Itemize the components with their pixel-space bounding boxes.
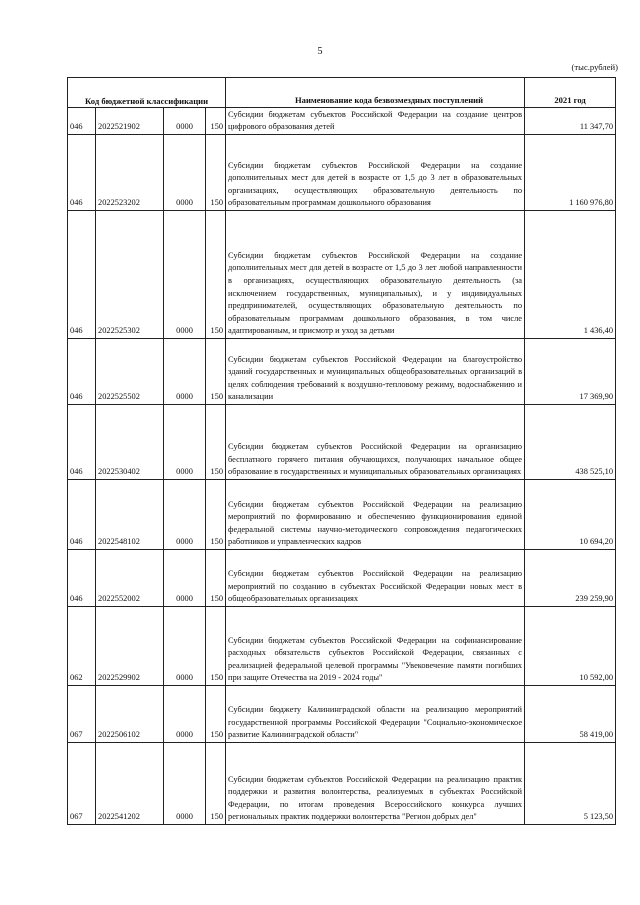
budget-code-cell: 2022529902 bbox=[96, 607, 164, 686]
description-cell: Субсидии бюджетам субъектов Российской Федерации на создание дополнительных мест для детей в возрасте от 1,5 до 3 лет любой направленности в организациях, осуществляющих образовательную деятельность (за исключением государственных, муниципальных), и у индивидуальных предпринимателей, осуществляющих образовательную деятельность по образовательным программам дошкольного образования, в том числе адаптированным, и присмотр и уход за детьми bbox=[226, 211, 525, 339]
description-cell: Субсидии бюджетам субъектов Российской Федерации на софинансирование расходных обязательств субъектов Российской Федерации, связанных с реализацией федеральной целевой программы "Увековечение памяти погибших при защите Отечества на 2019 - 2024 годы" bbox=[226, 607, 525, 686]
budget-code-cell: 2022541202 bbox=[96, 743, 164, 825]
table-row bbox=[68, 480, 616, 550]
amount-cell: 10 592,00 bbox=[525, 607, 616, 686]
admin-code-cell: 067 bbox=[68, 686, 96, 743]
description-cell: Субсидии бюджетам субъектов Российской Федерации на создание дополнительных мест для детей в возрасте от 1,5 до 3 лет в образовательных организациях, осуществляющих образовательную деятельность по образовательным программам дошкольного образования bbox=[226, 135, 525, 211]
econ-code-cell: 150 bbox=[206, 607, 226, 686]
amount-cell: 5 123,50 bbox=[525, 743, 616, 825]
econ-code-cell: 150 bbox=[206, 743, 226, 825]
program-code-cell: 0000 bbox=[164, 339, 206, 405]
table-row bbox=[68, 607, 616, 686]
table-body bbox=[68, 108, 616, 825]
budget-code-cell: 2022552002 bbox=[96, 550, 164, 607]
program-code-cell: 0000 bbox=[164, 743, 206, 825]
econ-code-cell: 150 bbox=[206, 480, 226, 550]
budget-table bbox=[67, 77, 616, 825]
table-row bbox=[68, 686, 616, 743]
amount-cell: 58 419,00 bbox=[525, 686, 616, 743]
program-code-cell: 0000 bbox=[164, 108, 206, 135]
header-year-column: 2021 год bbox=[525, 78, 616, 108]
table-row bbox=[68, 405, 616, 480]
budget-code-cell: 2022521902 bbox=[96, 108, 164, 135]
description-cell: Субсидии бюджетам субъектов Российской Федерации на реализацию мероприятий по созданию в субъектах Российской Федерации новых мест в общеобразовательных организациях bbox=[226, 550, 525, 607]
description-cell: Субсидии бюджетам субъектов Российской Федерации на реализацию мероприятий по формированию и обеспечению функционирования единой федеральной системы научно-методического сопровождения педагогических работников и управленческих кадров bbox=[226, 480, 525, 550]
description-cell: Субсидии бюджетам субъектов Российской Федерации на благоустройство зданий государственных и муниципальных общеобразовательных организаций в целях соблюдения требований к воздушно-тепловому режиму, водоснабжению и канализации bbox=[226, 339, 525, 405]
description-cell: Субсидии бюджетам субъектов Российской Федерации на организацию бесплатного горячего питания обучающихся, получающих начальное общее образование в государственных и муниципальных образовательных организациях bbox=[226, 405, 525, 480]
amount-cell: 1 160 976,80 bbox=[525, 135, 616, 211]
program-code-cell: 0000 bbox=[164, 607, 206, 686]
description-cell: Субсидии бюджетам субъектов Российской Федерации на создание центров цифрового образования детей bbox=[226, 108, 525, 135]
program-code-cell: 0000 bbox=[164, 211, 206, 339]
program-code-cell: 0000 bbox=[164, 480, 206, 550]
econ-code-cell: 150 bbox=[206, 211, 226, 339]
budget-code-cell: 2022523202 bbox=[96, 135, 164, 211]
program-code-cell: 0000 bbox=[164, 135, 206, 211]
budget-code-cell: 2022530402 bbox=[96, 405, 164, 480]
budget-code-cell: 2022525302 bbox=[96, 211, 164, 339]
admin-code-cell: 046 bbox=[68, 135, 96, 211]
table-row bbox=[68, 108, 616, 135]
table-row bbox=[68, 135, 616, 211]
econ-code-cell: 150 bbox=[206, 550, 226, 607]
header-code-column: Код бюджетной классификации bbox=[68, 78, 226, 108]
admin-code-cell: 046 bbox=[68, 550, 96, 607]
program-code-cell: 0000 bbox=[164, 405, 206, 480]
amount-cell: 17 369,90 bbox=[525, 339, 616, 405]
econ-code-cell: 150 bbox=[206, 135, 226, 211]
budget-code-cell: 2022506102 bbox=[96, 686, 164, 743]
table-row bbox=[68, 339, 616, 405]
program-code-cell: 0000 bbox=[164, 686, 206, 743]
admin-code-cell: 067 bbox=[68, 743, 96, 825]
admin-code-cell: 046 bbox=[68, 339, 96, 405]
admin-code-cell: 046 bbox=[68, 480, 96, 550]
amount-cell: 239 259,90 bbox=[525, 550, 616, 607]
admin-code-cell: 062 bbox=[68, 607, 96, 686]
budget-code-cell: 2022525502 bbox=[96, 339, 164, 405]
table-row bbox=[68, 211, 616, 339]
table-header-row bbox=[68, 78, 616, 108]
econ-code-cell: 150 bbox=[206, 108, 226, 135]
amount-cell: 1 436,40 bbox=[525, 211, 616, 339]
econ-code-cell: 150 bbox=[206, 339, 226, 405]
econ-code-cell: 150 bbox=[206, 405, 226, 480]
amount-cell: 10 694,20 bbox=[525, 480, 616, 550]
amount-cell: 11 347,70 bbox=[525, 108, 616, 135]
econ-code-cell: 150 bbox=[206, 686, 226, 743]
admin-code-cell: 046 bbox=[68, 211, 96, 339]
page-number: 5 bbox=[317, 46, 323, 57]
admin-code-cell: 046 bbox=[68, 405, 96, 480]
admin-code-cell: 046 bbox=[68, 108, 96, 135]
units-label: (тыс.рублей) bbox=[571, 62, 618, 72]
amount-cell: 438 525,10 bbox=[525, 405, 616, 480]
header-name-column: Наименование кода безвозмездных поступлений bbox=[226, 78, 525, 108]
table-row bbox=[68, 743, 616, 825]
budget-code-cell: 2022548102 bbox=[96, 480, 164, 550]
description-cell: Субсидии бюджетам субъектов Российской Федерации на реализацию практик поддержки и развития волонтерства, реализуемых в субъектах Российской Федерации, по итогам проведения Всероссийского конкурса лучших региональных практик поддержки волонтерства "Регион добрых дел" bbox=[226, 743, 525, 825]
table-row bbox=[68, 550, 616, 607]
program-code-cell: 0000 bbox=[164, 550, 206, 607]
description-cell: Субсидии бюджету Калининградской области на реализацию мероприятий государственной программы Российской Федерации "Социально-экономическое развитие Калининградской области" bbox=[226, 686, 525, 743]
